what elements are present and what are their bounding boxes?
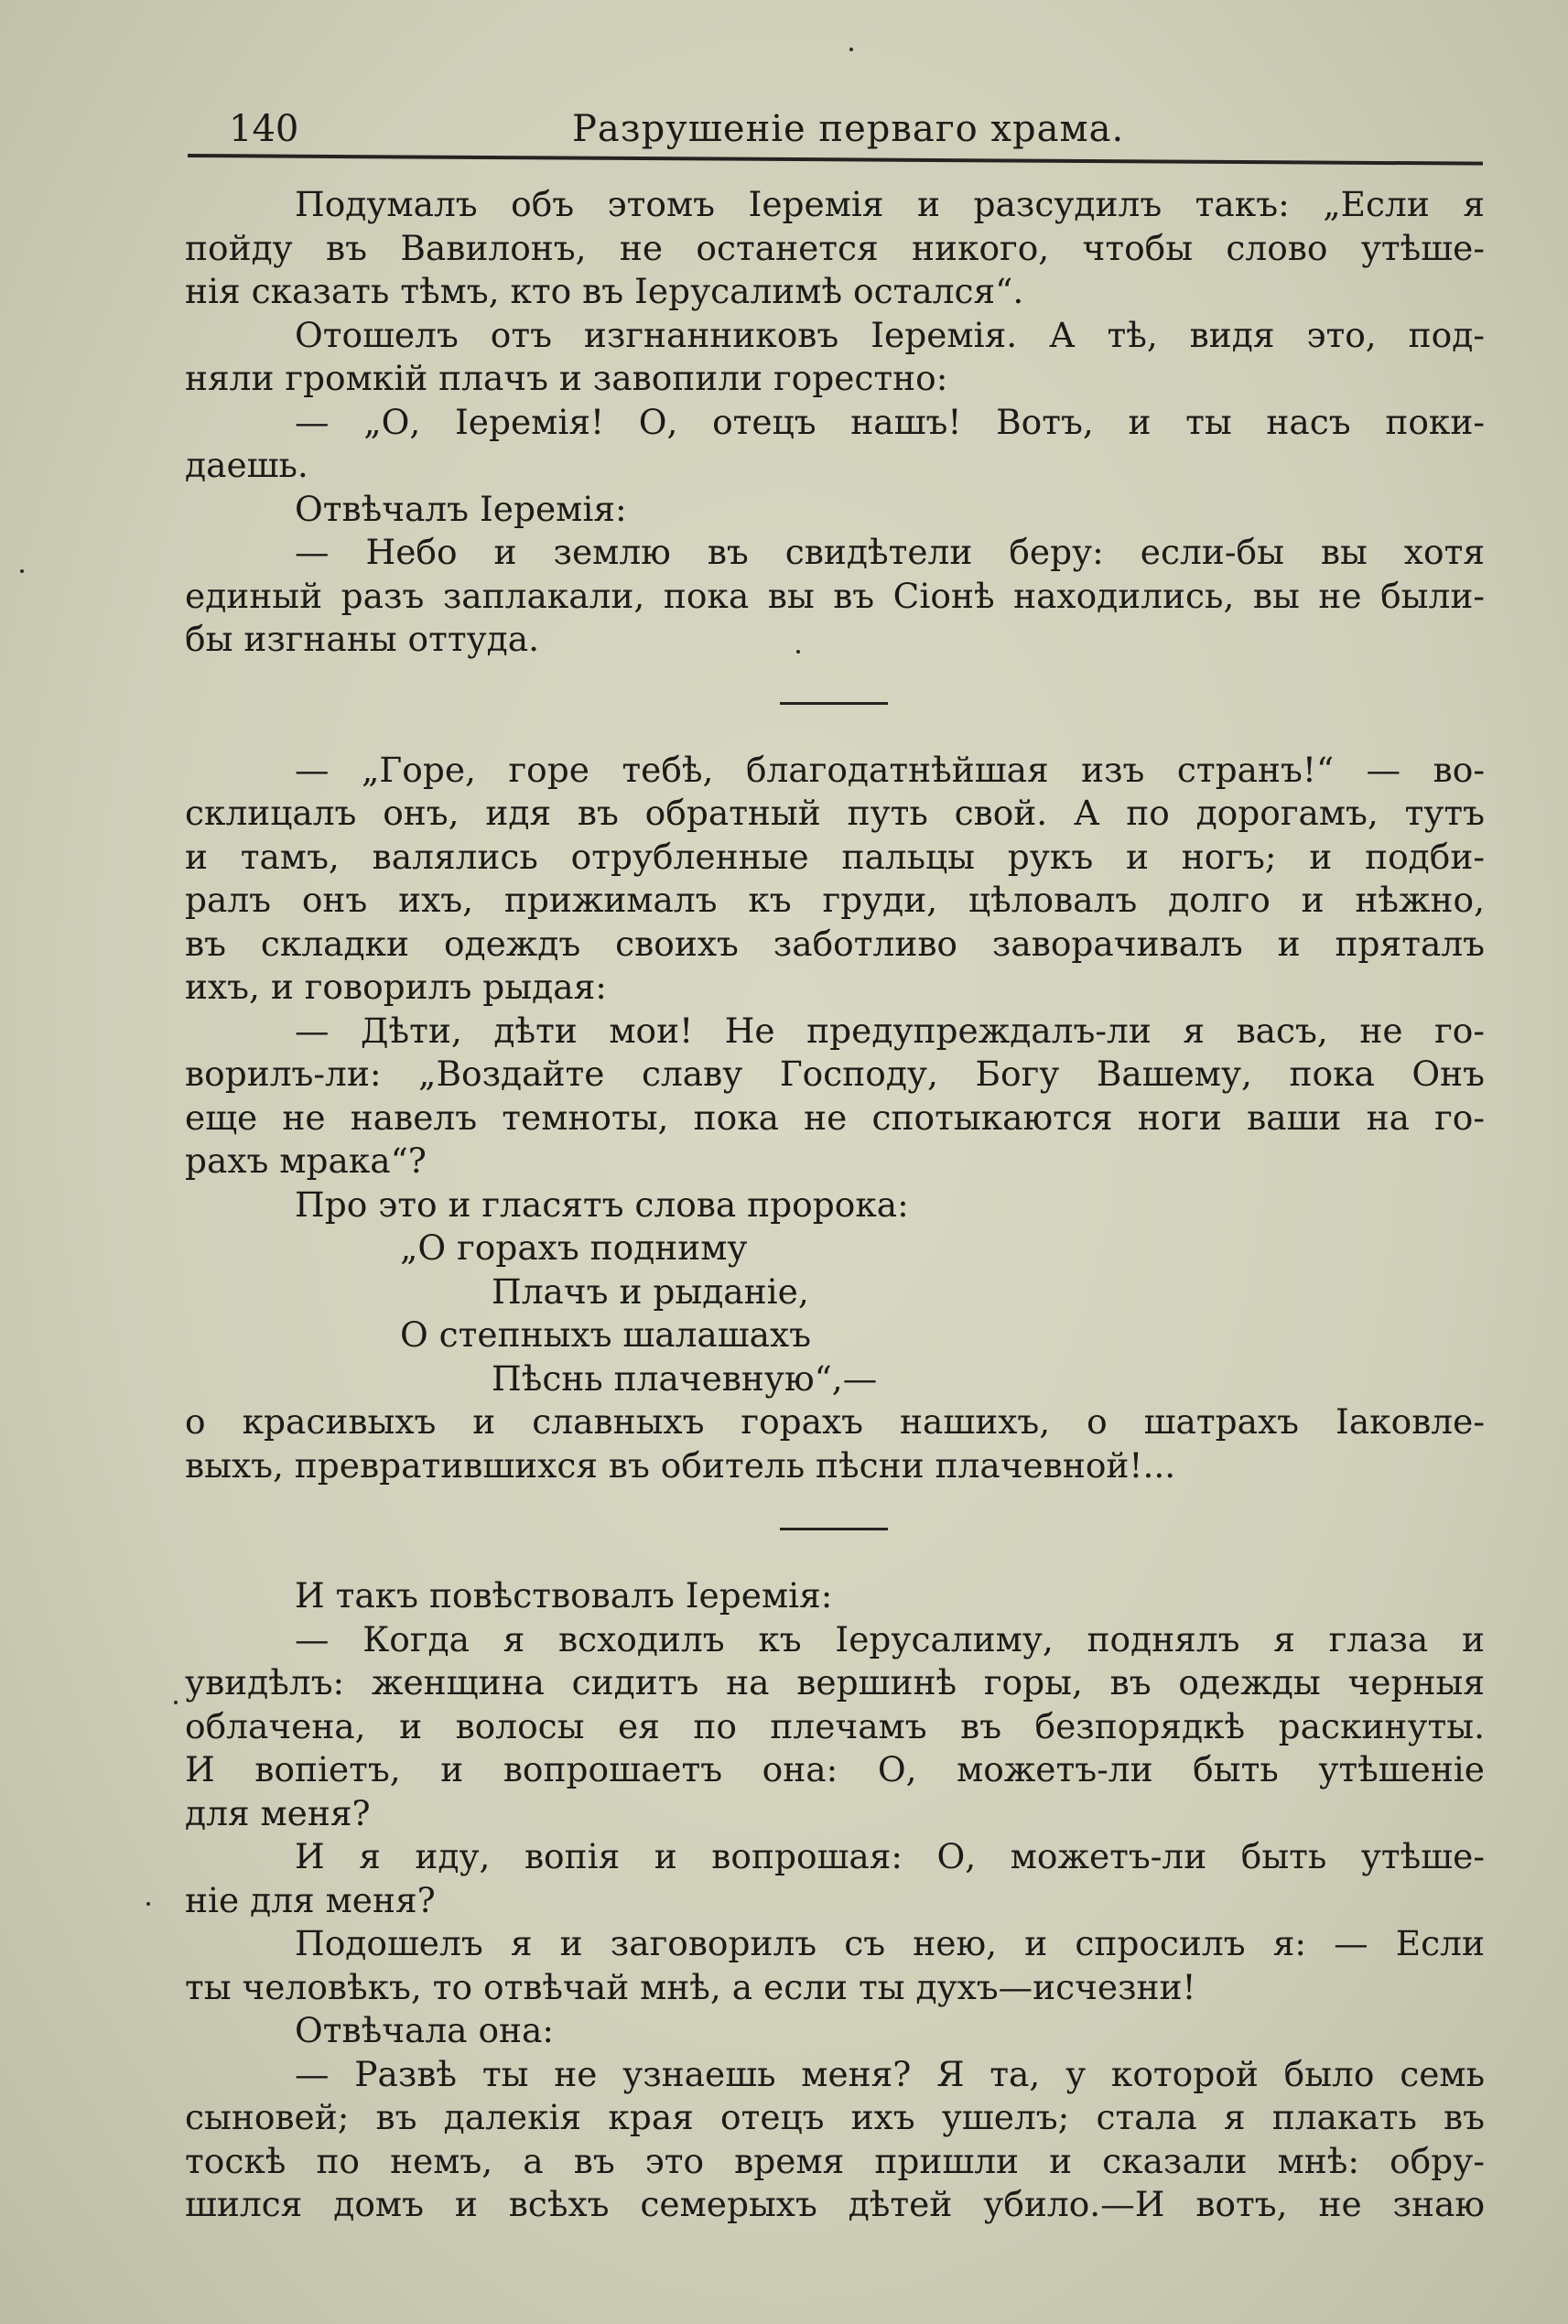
text-line: И я иду, вопія и вопрошая: О, можетъ-ли быть утѣше- (295, 1836, 1485, 1876)
paper-speck (174, 1701, 178, 1704)
text-line: и тамъ, валялись отрубленные пальцы рукъ и ногъ; и подби- (185, 836, 1485, 877)
text-line: въ складки одеждъ своихъ заботливо заворачивалъ и пряталъ (185, 923, 1485, 964)
text-line: о красивыхъ и славныхъ горахъ нашихъ, о шатрахъ Іаковле- (185, 1401, 1485, 1442)
text-line: — „О, Іеремія! О, отецъ нашъ! Вотъ, и ты насъ поки- (295, 401, 1485, 442)
text-line: — Развѣ ты не узнаешь меня? Я та, у которой было семь (295, 2053, 1485, 2094)
text-line: ты человѣкъ, то отвѣчай мнѣ, а если ты духъ—исчезни! (185, 1966, 1196, 2007)
text-line: увидѣлъ: женщина сидитъ на вершинѣ горы, въ одежды черныя (185, 1662, 1485, 1702)
text-line: сыновей; въ далекія края отецъ ихъ ушелъ; стала я плакать въ (185, 2097, 1485, 2137)
page-header (188, 103, 1483, 157)
text-line: — Когда я всходилъ къ Іерусалиму, поднялъ я глаза и (295, 1618, 1485, 1659)
body-text (185, 183, 1485, 2227)
verse-line: О степныхъ шалашахъ (400, 1314, 811, 1355)
text-line: для меня? (185, 1792, 371, 1833)
text-line: ніе для меня? (185, 1879, 436, 1920)
text-line: Отвѣчалъ Іеремія: (295, 488, 627, 529)
text-line: единый разъ заплакали, пока вы въ Сіонѣ находились, вы не были- (185, 575, 1485, 616)
text-line: даешь. (185, 445, 308, 485)
text-line: рахъ мрака“? (185, 1140, 427, 1181)
text-line: — Небо и землю въ свидѣтели беру: если-бы вы хотя (295, 532, 1485, 572)
running-title: Разрушеніе перваго храма. (572, 108, 1125, 150)
text-line: Подошелъ я и заговорилъ съ нею, и спросилъ я: — Если (295, 1923, 1485, 1963)
text-line: бы изгнаны оттуда. (185, 619, 540, 659)
paper-speck (849, 48, 853, 51)
text-line: нія сказать тѣмъ, кто въ Іерусалимѣ остался“. (185, 271, 1024, 311)
text-line: выхъ, превратившихся въ обитель пѣсни плачевной!... (185, 1444, 1176, 1486)
text-line: ралъ онъ ихъ, прижималъ къ груди, цѣловалъ долго и нѣжно, (185, 880, 1485, 920)
paper-speck (20, 569, 24, 573)
verse-line: Плачъ и рыданіе, (492, 1270, 809, 1312)
text-line: няли громкій плачъ и завопили горестно: (185, 358, 948, 398)
section-divider (185, 1487, 1485, 1574)
text-line: — Дѣти, дѣти мои! Не предупреждалъ-ли я васъ, не го- (295, 1010, 1485, 1051)
verse-line: „О горахъ подниму (400, 1227, 748, 1268)
text-line: ворилъ-ли: „Воздайте славу Господу, Богу Вашему, пока Онъ (185, 1054, 1485, 1094)
text-line: Отвѣчала она: (295, 2010, 555, 2050)
paper-speck (796, 650, 800, 654)
section-divider (185, 662, 1485, 749)
text-line: И вопіетъ, и вопрошаетъ она: О, можетъ-ли быть утѣшеніе (185, 1749, 1485, 1789)
text-line: И такъ повѣствовалъ Іеремія: (295, 1575, 833, 1616)
text-line: тоскѣ по немъ, а въ это время пришли и сказали мнѣ: обру- (185, 2140, 1485, 2181)
text-line: еще не навелъ темноты, пока не спотыкаются ноги ваши на го- (185, 1097, 1485, 1138)
verse-line: Пѣснь плачевную“,— (492, 1357, 878, 1399)
text-line: ихъ, и говорилъ рыдая: (185, 967, 607, 1007)
text-line: шился домъ и всѣхъ семерыхъ дѣтей убило.—И вотъ, не знаю (185, 2184, 1485, 2224)
text-line: склицалъ онъ, идя въ обратный путь свой. А по дорогамъ, тутъ (185, 793, 1485, 833)
text-line: — „Горе, горе тебѣ, благодатнѣйшая изъ странъ!“ — во- (295, 749, 1485, 790)
page-number: 140 (229, 108, 299, 150)
text-line: Отошелъ отъ изгнанниковъ Іеремія. А тѣ, видя это, под- (295, 314, 1485, 355)
text-line: Подумалъ объ этомъ Іеремія и разсудилъ такъ: „Если я (295, 184, 1485, 224)
text-line: пойду въ Вавилонъ, не останется никого, чтобы слово утѣше- (185, 227, 1485, 268)
text-line: облачена, и волосы ея по плечамъ въ безпорядкѣ раскинуты. (185, 1705, 1485, 1746)
paper-speck (146, 1902, 150, 1906)
text-line: Про это и гласятъ слова пророка: (295, 1184, 909, 1225)
